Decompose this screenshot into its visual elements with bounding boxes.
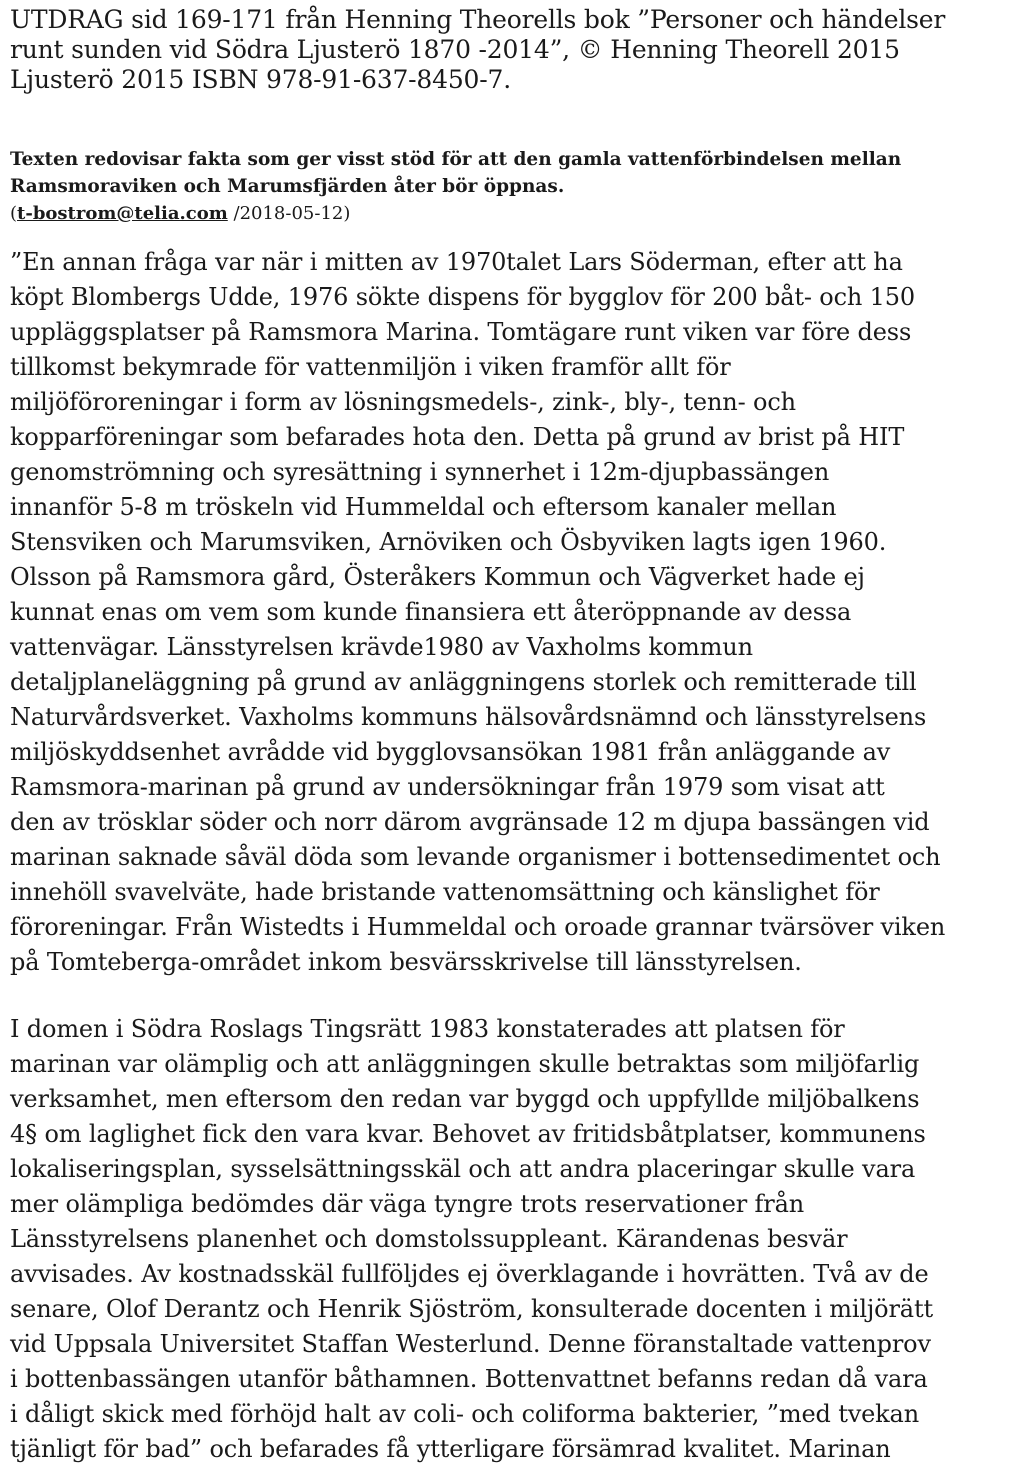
paragraph-line: miljöskyddsenhet avrådde vid bygglovsansökan 1981 från anläggande av xyxy=(10,738,891,766)
contact-date: /2018-05-12) xyxy=(227,203,351,224)
paragraph-line: marinan saknade såväl döda som levande organismer i bottensedimentet och xyxy=(10,843,941,871)
body-paragraph-2 xyxy=(10,1012,994,1467)
paragraph-line: kopparföreningar som befarades hota den. Detta på grund av brist på HIT xyxy=(10,423,905,451)
paragraph-line: marinan var olämplig och att anläggningen skulle betraktas som miljöfarlig xyxy=(10,1050,920,1078)
paragraph-line: Olsson på Ramsmora gård, Österåkers Kommun och Vägverket hade ej xyxy=(10,563,865,591)
body-paragraph-1 xyxy=(10,245,994,980)
paragraph-line: Naturvårdsverket. Vaxholms kommuns hälsovårdsnämnd och länsstyrelsens xyxy=(10,703,927,731)
paragraph-line: verksamhet, men eftersom den redan var byggd och uppfyllde miljöbalkens xyxy=(10,1085,920,1113)
paragraph-line: i dåligt skick med förhöjd halt av coli- och coliforma bakterier, ”med tvekan xyxy=(10,1400,920,1428)
paragraph-line: miljöföroreningar i form av lösningsmedels-, zink-, bly-, tenn- och xyxy=(10,388,796,416)
excerpt-header xyxy=(10,5,994,95)
email-link[interactable]: t-bostrom@telia.com xyxy=(17,203,228,224)
header-line: runt sunden vid Södra Ljusterö 1870 -2014”, © Henning Theorell 2015 xyxy=(10,35,900,64)
paragraph-line: senare, Olof Derantz och Henrik Sjöström, konsulterade docenten i miljörätt xyxy=(10,1295,933,1323)
paragraph-line: uppläggsplatser på Ramsmora Marina. Tomtägare runt viken var före dess xyxy=(10,318,912,346)
paragraph-line: på Tomteberga-området inkom besvärsskrivelse till länsstyrelsen. xyxy=(10,948,802,976)
paragraph-line: Länsstyrelsens planenhet och domstolssuppleant. Kärandenas besvär xyxy=(10,1225,848,1253)
paragraph-line: mer olämpliga bedömdes där väga tyngre trots reservationer från xyxy=(10,1190,805,1218)
paragraph-line: Ramsmora-marinan på grund av undersökningar från 1979 som visat att xyxy=(10,773,885,801)
paragraph-line: vid Uppsala Universitet Staffan Westerlund. Denne föranstaltade vattenprov xyxy=(10,1330,931,1358)
contact-prefix: ( xyxy=(10,203,18,224)
header-line: UTDRAG sid 169-171 från Henning Theorells bok ”Personer och händelser xyxy=(10,5,946,34)
paragraph-line: köpt Blombergs Udde, 1976 sökte dispens för bygglov för 200 båt- och 150 xyxy=(10,283,916,311)
contact-line xyxy=(10,200,994,227)
header-line: Ljusterö 2015 ISBN 978-91-637-8450-7. xyxy=(10,65,511,94)
paragraph-line: föroreningar. Från Wistedts i Hummeldal och oroade grannar tvärsöver viken xyxy=(10,913,946,941)
paragraph-line: kunnat enas om vem som kunde finansiera ett återöppnande av dessa xyxy=(10,598,852,626)
paragraph-line: vattenvägar. Länsstyrelsen krävde1980 av Vaxholms kommun xyxy=(10,633,753,661)
paragraph-line: 4§ om laglighet fick den vara kvar. Behovet av fritidsbåtplatser, kommunens xyxy=(10,1120,926,1148)
paragraph-line: tjänligt för bad” och befarades få ytterligare försämrad kvalitet. Marinan xyxy=(10,1435,891,1463)
paragraph-line: Stensviken och Marumsviken, Arnöviken och Ösbyviken lagts igen 1960. xyxy=(10,528,887,556)
paragraph-line: lokaliseringsplan, sysselsättningsskäl och att andra placeringar skulle vara xyxy=(10,1155,916,1183)
paragraph-line: I domen i Södra Roslags Tingsrätt 1983 konstaterades att platsen för xyxy=(10,1015,845,1043)
paragraph-line: innehöll svavelväte, hade bristande vattenomsättning och känslighet för xyxy=(10,878,880,906)
paragraph-line: detaljplaneläggning på grund av anläggningens storlek och remitterade till xyxy=(10,668,917,696)
summary-note xyxy=(10,146,994,200)
paragraph-line: innanför 5-8 m tröskeln vid Hummeldal och eftersom kanaler mellan xyxy=(10,493,837,521)
paragraph-line: ”En annan fråga var när i mitten av 1970talet Lars Söderman, efter att ha xyxy=(10,248,903,276)
paragraph-line: tillkomst bekymrade för vattenmiljön i viken framför allt för xyxy=(10,353,731,381)
note-line: Texten redovisar fakta som ger visst stöd för att den gamla vattenförbindelsen mellan xyxy=(10,149,902,170)
paragraph-line: genomströmning och syresättning i synnerhet i 12m-djupbassängen xyxy=(10,458,830,486)
paragraph-line: den av trösklar söder och norr därom avgränsade 12 m djupa bassängen vid xyxy=(10,808,930,836)
paragraph-line: avvisades. Av kostnadsskäl fullföljdes ej överklagande i hovrätten. Två av de xyxy=(10,1260,929,1288)
note-line: Ramsmoraviken och Marumsfjärden åter bör öppnas. xyxy=(10,176,565,197)
paragraph-line: i bottenbassängen utanför båthamnen. Bottenvattnet befanns redan då vara xyxy=(10,1365,928,1393)
